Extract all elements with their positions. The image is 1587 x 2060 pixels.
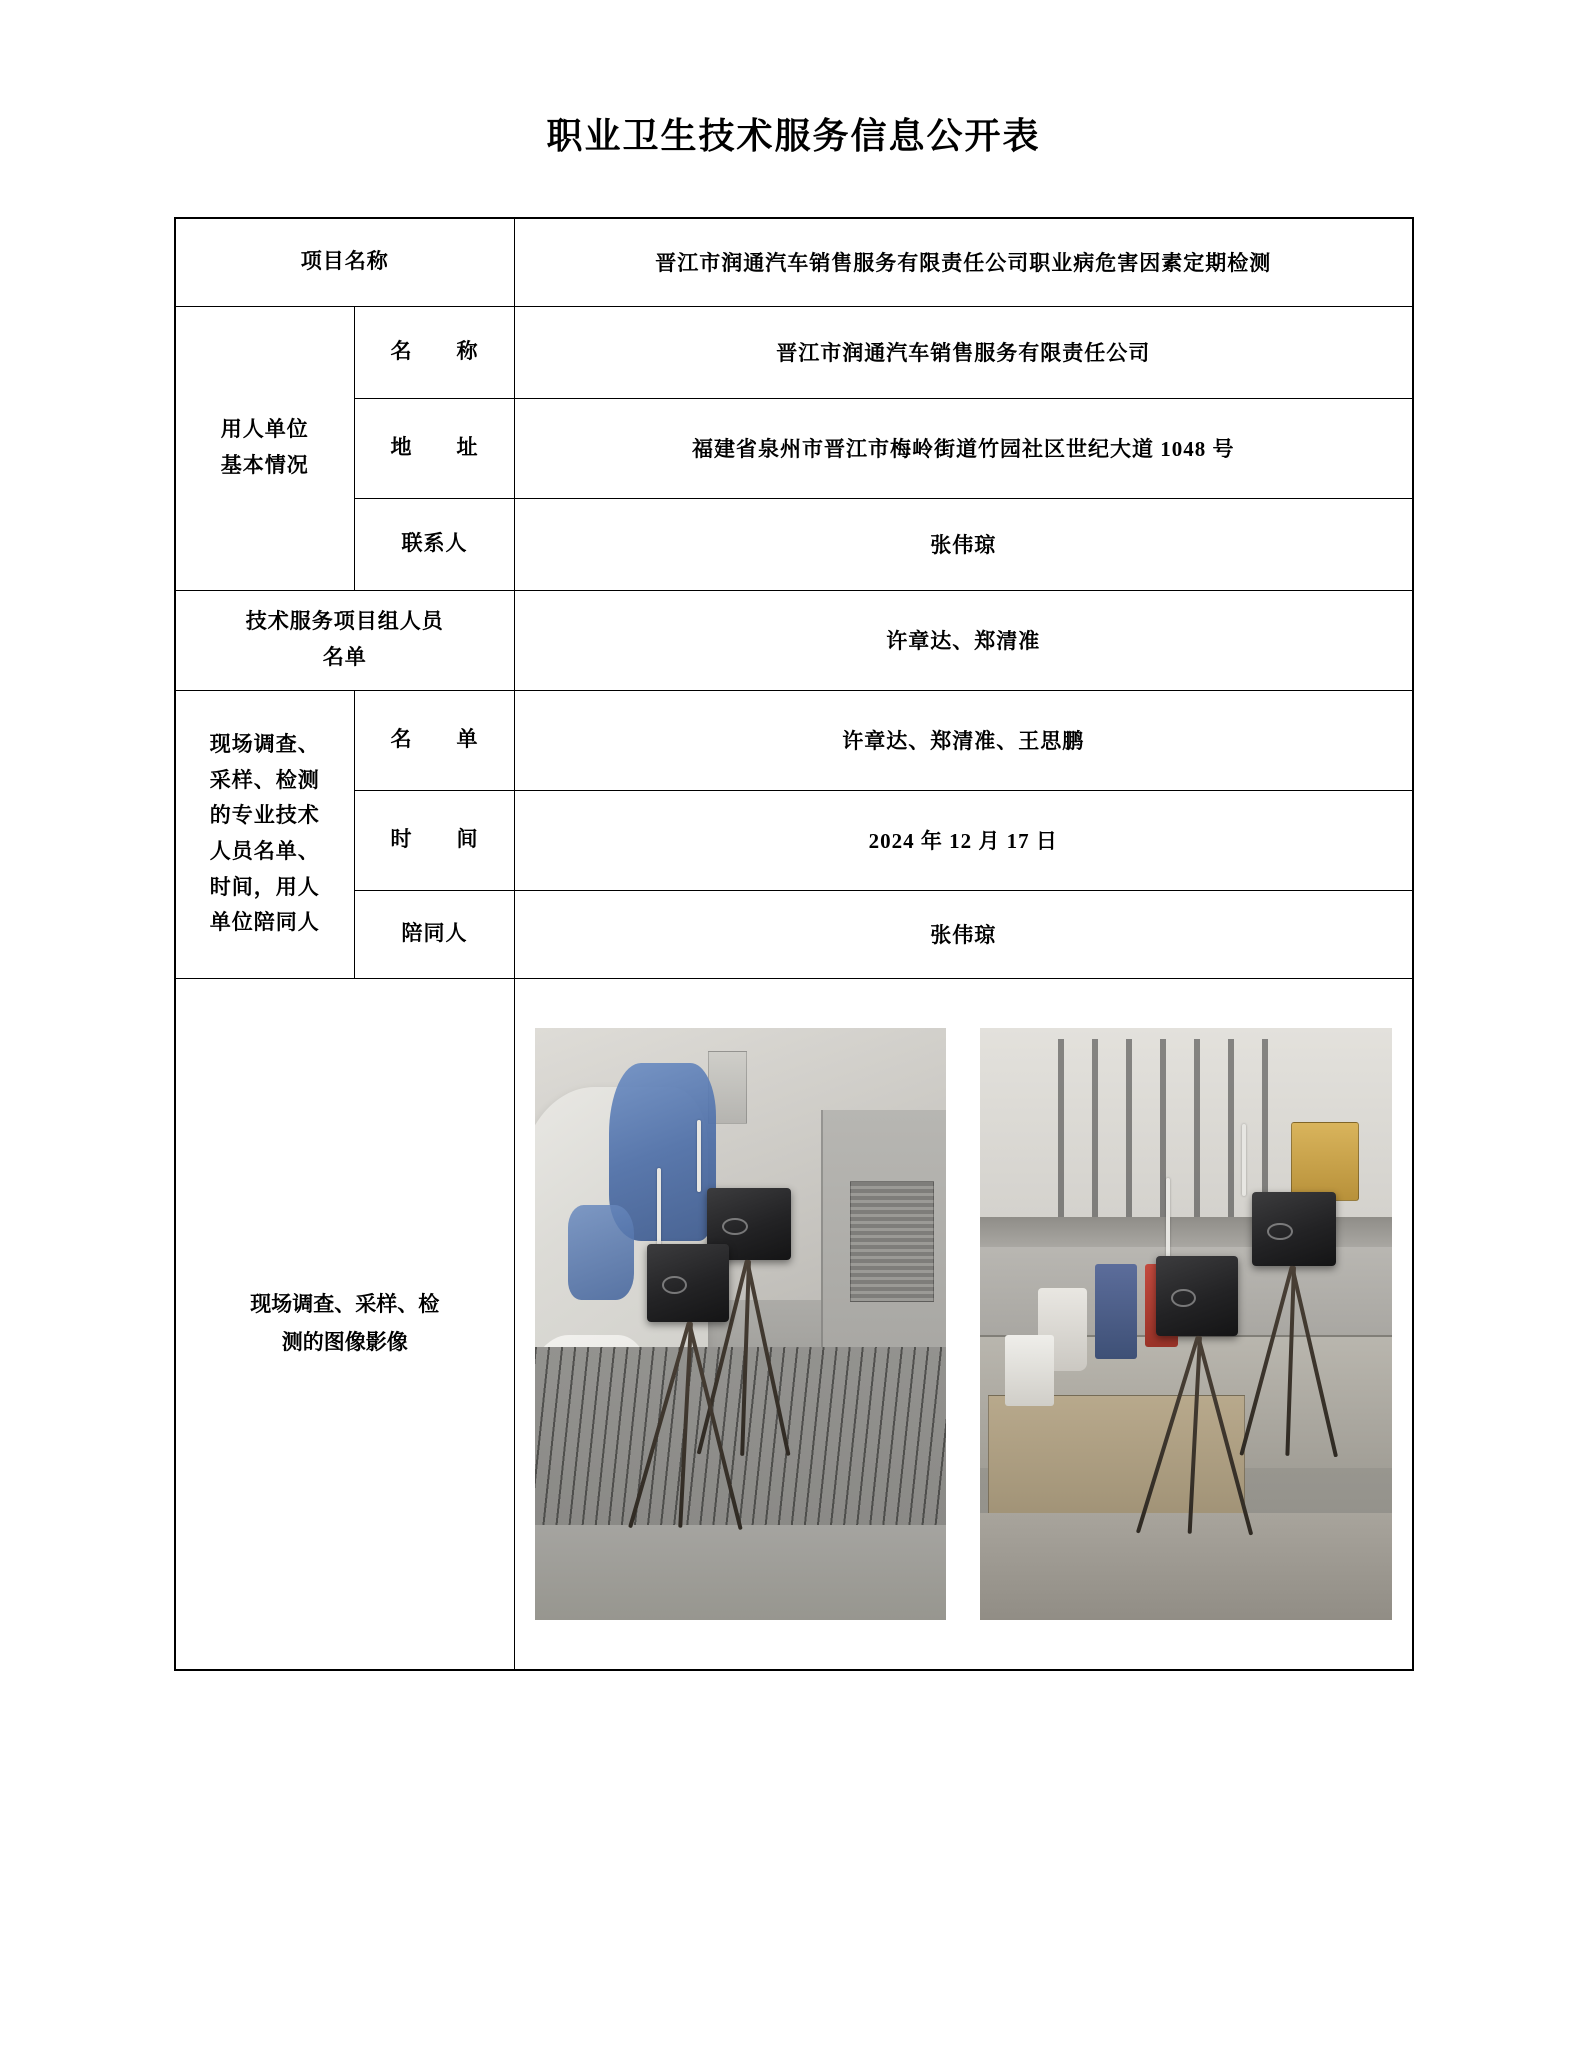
label-team-line2: 名单 <box>322 645 367 669</box>
table-row-images <box>175 978 1413 1670</box>
info-table-wrapper <box>174 217 1414 1671</box>
table-row-project-name <box>175 218 1413 306</box>
label-images-line1: 现场调查、采样、检 <box>250 1291 440 1316</box>
label-team <box>175 590 515 690</box>
photo2-sampler-rear <box>1252 1192 1336 1266</box>
label-field-work-line4: 人员名单、 <box>209 839 320 863</box>
value-team: 许章达、郑清准 <box>515 590 1413 690</box>
label-employer-basic-line1: 用人单位 <box>220 417 309 442</box>
photo2-floor <box>980 1513 1391 1620</box>
info-table <box>174 217 1414 1671</box>
value-field-time: 2024 年 12 月 17 日 <box>515 790 1413 890</box>
photo2-hanging-hoses <box>1030 1039 1277 1217</box>
page-title: 职业卫生技术服务信息公开表 <box>546 116 1041 156</box>
value-project-name: 晋江市润通汽车销售服务有限责任公司职业病危害因素定期检测 <box>515 218 1413 306</box>
value-field-accompany: 张伟琼 <box>515 890 1413 978</box>
label-field-work-line2: 采样、检测 <box>209 767 320 792</box>
images-cell <box>515 978 1413 1670</box>
photo1-sampler-front <box>647 1244 729 1322</box>
value-employer-name: 晋江市润通汽车销售服务有限责任公司 <box>515 306 1413 398</box>
photo1-blue-sheet-2 <box>568 1205 634 1300</box>
photo1-sampler-front-tube <box>657 1168 661 1246</box>
label-field-work <box>175 690 355 978</box>
table-row-field-accompany <box>175 890 1413 978</box>
label-field-work-line3: 的专业技术 <box>209 803 320 828</box>
label-images <box>175 978 515 1670</box>
photo1-floor <box>535 1525 946 1620</box>
photo2-sampler-rear-tube <box>1242 1124 1246 1196</box>
label-field-work-line5: 时间，用人 <box>209 874 320 899</box>
label-employer-name: 名 称 <box>355 306 515 398</box>
table-row-employer-name <box>175 306 1413 398</box>
label-field-work-line1: 现场调查、 <box>209 731 320 756</box>
photo2-blue-bucket <box>1095 1264 1136 1359</box>
label-employer-contact: 联系人 <box>355 498 515 590</box>
label-field-work-line6: 单位陪同人 <box>209 910 320 935</box>
label-employer-basic-line2: 基本情况 <box>220 453 309 477</box>
label-team-line1: 技术服务项目组人员 <box>245 609 444 634</box>
label-field-time: 时 间 <box>355 790 515 890</box>
site-photo-spray-booth <box>535 1028 946 1620</box>
site-photo-paint-mixing-room <box>980 1028 1391 1620</box>
label-field-accompany: 陪同人 <box>355 890 515 978</box>
photo-gallery <box>515 988 1412 1660</box>
photo1-vent-grille <box>850 1181 934 1301</box>
table-row-field-time <box>175 790 1413 890</box>
photo2-gold-can <box>1291 1122 1359 1201</box>
label-field-name-list: 名 单 <box>355 690 515 790</box>
photo2-sampler-front <box>1156 1256 1238 1336</box>
photo2-sampler-front-tube <box>1166 1178 1170 1258</box>
document-page <box>0 108 1587 2060</box>
table-row-team <box>175 590 1413 690</box>
label-employer-basic <box>175 306 355 590</box>
photo2-white-bucket-2 <box>1005 1335 1054 1406</box>
table-row-employer-address <box>175 398 1413 498</box>
value-field-name-list: 许章达、郑清准、王思鹏 <box>515 690 1413 790</box>
table-row-field-names <box>175 690 1413 790</box>
label-images-line2: 测的图像影像 <box>281 1329 408 1354</box>
label-project-name: 项目名称 <box>175 218 515 306</box>
value-employer-contact: 张伟琼 <box>515 498 1413 590</box>
label-employer-address: 地 址 <box>355 398 515 498</box>
photo1-sampler-rear-tube <box>697 1120 701 1192</box>
table-row-employer-contact <box>175 498 1413 590</box>
value-employer-address: 福建省泉州市晋江市梅岭街道竹园社区世纪大道 1048 号 <box>515 398 1413 498</box>
